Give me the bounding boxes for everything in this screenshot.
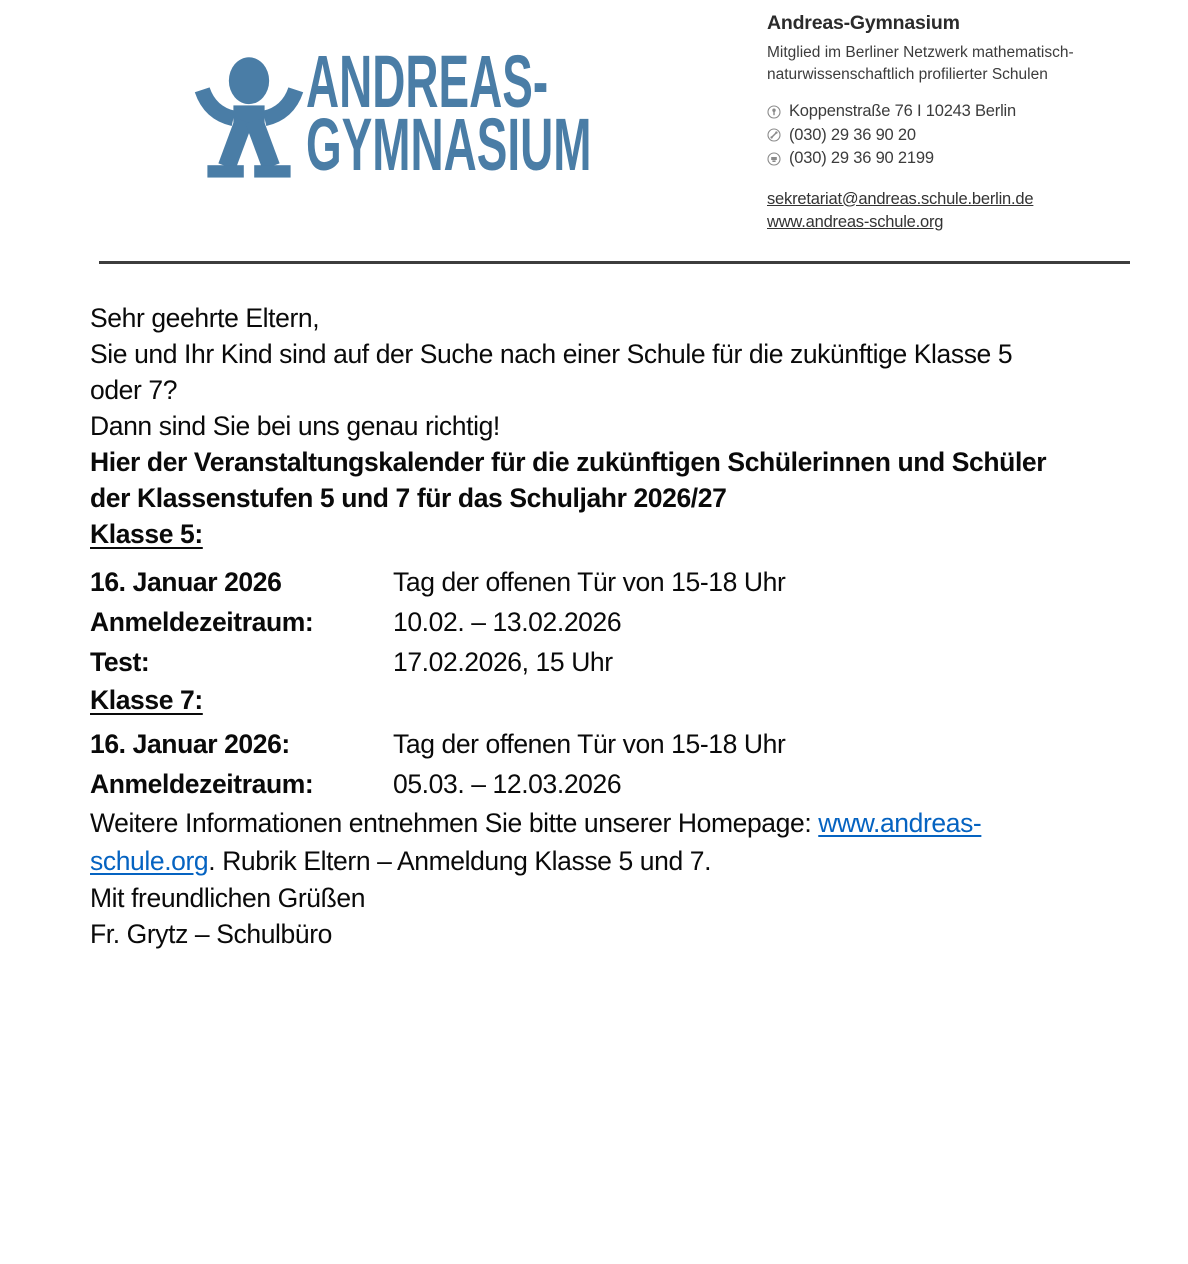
salutation: Sehr geehrte Eltern,	[90, 303, 320, 333]
calendar-heading-line-1: Hier der Veranstaltungskalender für die zukünftigen Schülerinnen und Schüler	[90, 447, 1047, 477]
calendar-heading	[90, 444, 1100, 516]
klasse-7-schedule	[90, 724, 1100, 804]
phone-line	[767, 124, 1167, 148]
website-link[interactable]: www.andreas-schule.org	[767, 212, 944, 231]
signature-line: Fr. Grytz – Schulbüro	[90, 919, 332, 949]
school-name: Andreas-Gymnasium	[767, 12, 960, 34]
address-text: Koppenstraße 76 I 10243 Berlin	[789, 102, 1016, 120]
school-logo-figure-icon	[190, 56, 308, 186]
intro-line-1: Sie und Ihr Kind sind auf der Suche nach einer Schule für die zukünftige Klasse 5	[90, 339, 1013, 369]
more-info-suffix: . Rubrik Eltern – Anmeldung Klasse 5 und 7.	[208, 846, 712, 876]
letter-body	[90, 300, 1100, 952]
contact-links	[767, 188, 1167, 234]
fax-text: (030) 29 36 90 2199	[789, 149, 934, 167]
letterhead-divider	[99, 261, 1130, 264]
event-value: 05.03. – 12.03.2026	[393, 769, 622, 799]
klasse-7-heading: Klasse 7:	[90, 685, 203, 715]
event-value: 17.02.2026, 15 Uhr	[393, 647, 613, 677]
intro-paragraph	[90, 336, 1100, 408]
event-label: 16. Januar 2026	[90, 567, 282, 597]
event-value: Tag der offenen Tür von 15-18 Uhr	[393, 567, 786, 597]
school-logo-wordmark	[306, 40, 592, 186]
event-label: Test:	[90, 647, 150, 677]
more-info-paragraph	[90, 804, 1100, 880]
location-icon	[767, 105, 781, 119]
event-label: Anmeldezeitraum:	[90, 769, 314, 799]
closing-line: Mit freundlichen Grüßen	[90, 883, 366, 913]
fax-icon	[767, 152, 781, 166]
klasse-5-heading: Klasse 5:	[90, 519, 203, 549]
schedule-row	[90, 724, 1100, 764]
schedule-row	[90, 562, 1100, 602]
homepage-link-line-1: www.andreas-	[818, 808, 982, 838]
email-link[interactable]: sekretariat@andreas.schule.berlin.de	[767, 189, 1034, 208]
phone-icon	[767, 128, 781, 142]
klasse-5-schedule	[90, 562, 1100, 682]
subtitle-line-2: naturwissenschaftlich profilierter Schulen	[767, 66, 1048, 83]
calendar-heading-line-2: der Klassenstufen 5 und 7 für das Schuljahr 2026/27	[90, 483, 727, 513]
school-subtitle	[767, 42, 1167, 86]
letterhead-contact-block	[767, 12, 1167, 234]
fax-line	[767, 147, 1167, 171]
subtitle-line-1: Mitglied im Berliner Netzwerk mathematisch-	[767, 44, 1074, 61]
logo-line-1: ANDREAS-	[306, 40, 549, 123]
phone-text: (030) 29 36 90 20	[789, 125, 916, 144]
contact-lines	[767, 100, 1167, 171]
event-label: 16. Januar 2026:	[90, 729, 290, 759]
schedule-row	[90, 642, 1100, 682]
address-line	[767, 100, 1167, 124]
event-value: 10.02. – 13.02.2026	[393, 607, 622, 637]
logo-line-2: GYMNASIUM	[306, 103, 592, 186]
schedule-row	[90, 602, 1100, 642]
more-info-prefix: Weitere Informationen entnehmen Sie bitte unserer Homepage:	[90, 808, 819, 838]
schedule-row	[90, 764, 1100, 804]
welcome-paragraph: Dann sind Sie bei uns genau richtig!	[90, 411, 500, 441]
event-label: Anmeldezeitraum:	[90, 607, 314, 637]
homepage-link-line-2: schule.org	[90, 846, 209, 876]
intro-line-2: oder 7?	[90, 375, 178, 405]
event-value: Tag der offenen Tür von 15-18 Uhr	[393, 729, 786, 759]
